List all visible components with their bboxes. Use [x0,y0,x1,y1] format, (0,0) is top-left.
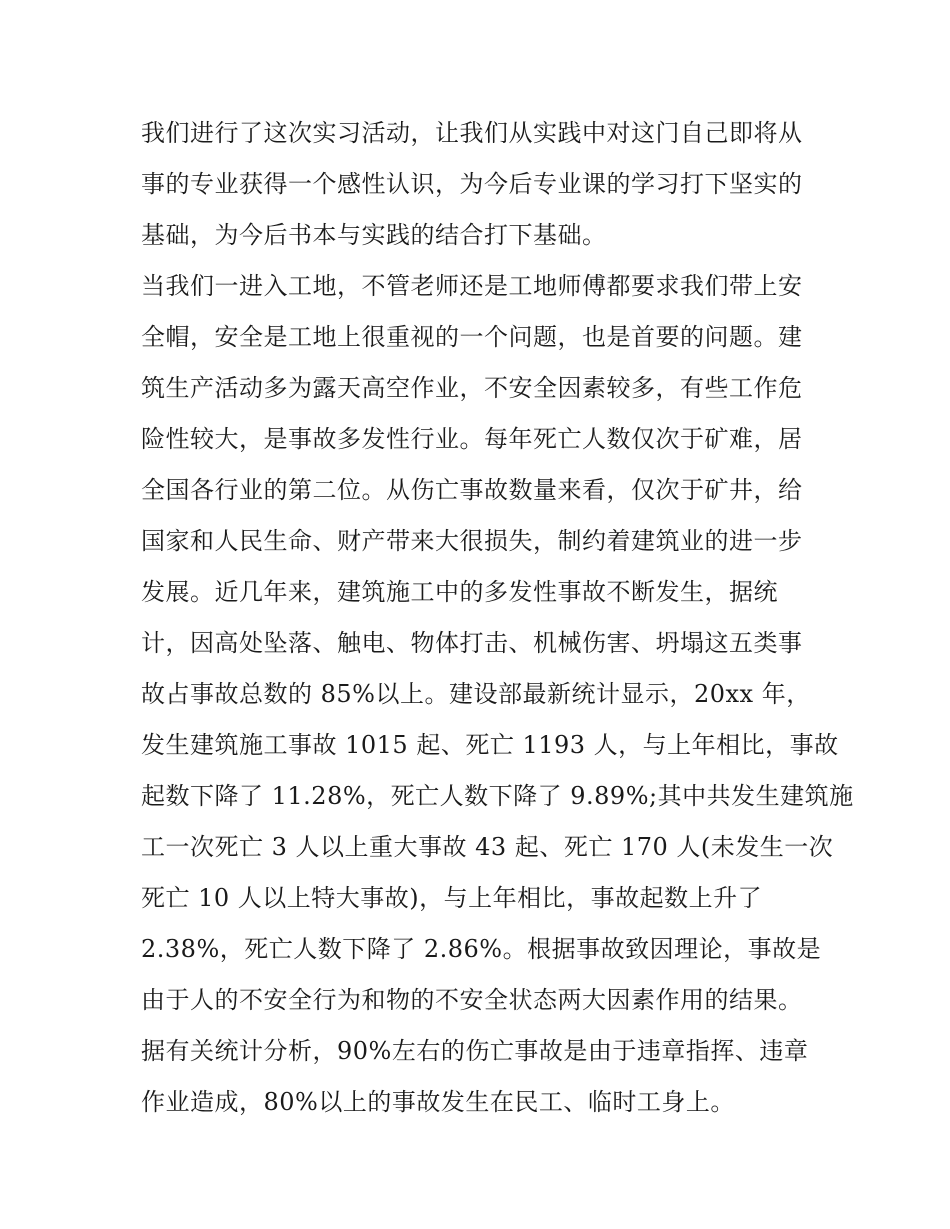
text-line: 发展。近几年来，建筑施工中的多发性事故不断发生，据统 [141,578,778,606]
text-line: 发生建筑施工事故 1015 起、死亡 1193 人，与上年相比，事故 [141,731,839,759]
text-line: 据有关统计分析，90%左右的伤亡事故是由于违章指挥、违章 [141,1037,809,1065]
text-line: 当我们一进入工地，不管老师还是工地师傅都要求我们带上安 [141,272,803,300]
text-line: 由于人的不安全行为和物的不安全状态两大因素作用的结果。 [141,986,803,1014]
text-line: 我们进行了这次实习活动，让我们从实践中对这门自己即将从 [141,119,803,147]
text-line: 故占事故总数的 85%以上。建设部最新统计显示，20xx 年， [141,680,811,708]
text-line: 基础，为今后书本与实践的结合打下基础。 [141,221,607,249]
text-line: 险性较大，是事故多发性行业。每年死亡人数仅次于矿难，居 [141,425,803,453]
text-line: 计，因高处坠落、触电、物体打击、机械伤害、坍塌这五类事 [141,629,803,657]
text-line: 作业造成，80%以上的事故发生在民工、临时工身上。 [141,1088,735,1116]
text-line: 死亡 10 人以上特大事故)，与上年相比，事故起数上升了 [141,884,763,912]
text-line: 2.38%，死亡人数下降了 2.86%。根据事故致因理论，事故是 [141,935,822,963]
text-line: 起数下降了 11.28%，死亡人数下降了 9.89%;其中共发生建筑施 [141,782,854,810]
text-line: 筑生产活动多为露天高空作业，不安全因素较多，有些工作危 [141,374,803,402]
body-text [141,108,854,1128]
text-line: 工一次死亡 3 人以上重大事故 43 起、死亡 170 人(未发生一次 [141,833,834,861]
text-line: 国家和人民生命、财产带来大很损失，制约着建筑业的进一步 [141,527,803,555]
text-line: 全国各行业的第二位。从伤亡事故数量来看，仅次于矿井，给 [141,476,803,504]
text-line: 事的专业获得一个感性认识，为今后专业课的学习打下坚实的 [141,170,803,198]
text-line: 全帽，安全是工地上很重视的一个问题，也是首要的问题。建 [141,323,803,351]
